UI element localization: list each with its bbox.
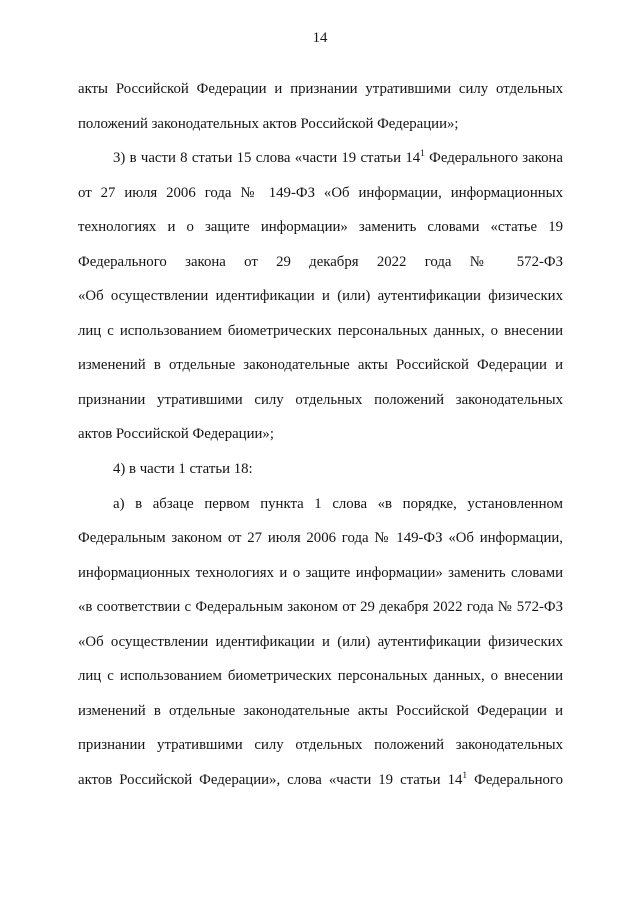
line-text: актов Российской Федерации», слова «части 19 статьи 14 — [78, 771, 463, 788]
text-line — [78, 728, 563, 763]
line-text: «в соответствии с Федеральным законом от 29 декабря 2022 года № 572-ФЗ — [78, 599, 563, 616]
line-text: а) в абзаце первом пункта 1 слова «в порядке, установленном — [113, 495, 563, 512]
text-line — [78, 556, 563, 591]
line-text: изменений в отдельные законодательные акты Российской Федерации и — [78, 702, 563, 719]
line-text: лиц с использованием биометрических персональных данных, о внесении — [78, 322, 563, 339]
text-line — [78, 210, 563, 245]
text-line — [78, 245, 563, 280]
line-text: информационных технологиях и о защите информации» заменить словами — [78, 564, 563, 581]
line-text: 4) в части 1 статьи 18: — [113, 461, 253, 478]
line-text: «Об осуществлении идентификации и (или) аутентификации физических — [78, 288, 563, 305]
text-line — [78, 452, 563, 487]
document-body — [78, 72, 563, 797]
superscript: 1 — [420, 149, 425, 160]
text-line — [78, 590, 563, 625]
line-text: «Об осуществлении идентификации и (или) аутентификации физических — [78, 633, 563, 650]
line-text: Федерального — [467, 771, 563, 788]
superscript: 1 — [462, 770, 468, 781]
text-line — [78, 107, 563, 142]
line-text: от 27 июля 2006 года № 149-ФЗ «Об информации, информационных — [78, 184, 563, 201]
text-line — [78, 279, 563, 314]
text-line — [78, 348, 563, 383]
line-text: актов Российской Федерации»; — [78, 426, 274, 443]
text-line — [78, 141, 563, 176]
line-text: акты Российской Федерации и признании утратившими силу отдельных — [78, 81, 563, 97]
line-text: технологиях и о защите информации» заменить словами «статье 19 — [78, 219, 563, 236]
text-line — [78, 625, 563, 660]
text-line — [78, 383, 563, 418]
line-text: положений законодательных актов Российской Федерации»; — [78, 115, 459, 132]
text-line — [78, 176, 563, 211]
page-number: 14 — [312, 30, 328, 46]
line-text: 3) в части 8 статьи 15 слова «части 19 статьи 14 — [113, 150, 421, 167]
line-text: Федерального закона от 29 декабря 2022 года № 572-ФЗ — [78, 253, 563, 270]
text-line — [78, 487, 563, 522]
line-text: признании утратившими силу отдельных положений законодательных — [78, 737, 563, 754]
text-line — [78, 763, 563, 798]
text-line — [78, 521, 563, 556]
line-text: Федерального закона — [424, 150, 563, 167]
text-line — [78, 417, 563, 452]
text-line — [78, 72, 563, 107]
line-text: признании утратившими силу отдельных положений законодательных — [78, 391, 563, 408]
text-line — [78, 694, 563, 729]
line-text: Федеральным законом от 27 июля 2006 года № 149-ФЗ «Об информации, — [78, 530, 563, 547]
line-text: лиц с использованием биометрических персональных данных, о внесении — [78, 668, 563, 685]
text-line — [78, 659, 563, 694]
text-line — [78, 314, 563, 349]
line-text: изменений в отдельные законодательные акты Российской Федерации и — [78, 357, 563, 374]
